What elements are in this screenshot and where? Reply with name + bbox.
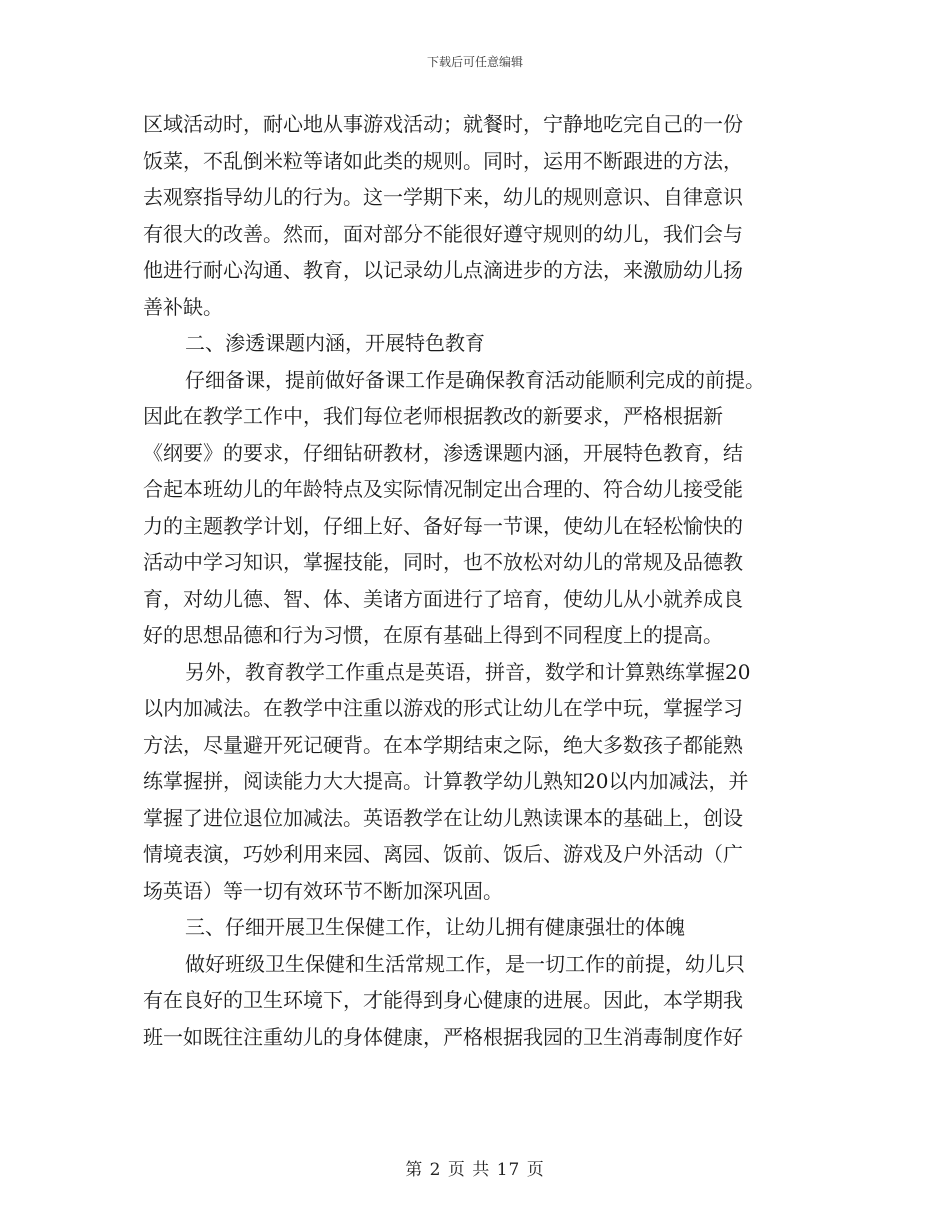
text-line: 仔细备课，提前做好备课工作是确保教育活动能顺利完成的前提。 (185, 367, 765, 392)
text-line: 另外，教育教学工作重点是英语，拼音，数学和计算熟练掌握20 (185, 659, 751, 684)
text-line: 方法，尽量避开死记硬背。在本学期结束之际，绝大多数孩子都能熟 (143, 732, 743, 757)
text-line: 好的思想品德和行为习惯，在原有基础上得到不同程度上的提高。 (143, 623, 723, 647)
text-line: 练掌握拼，阅读能力大大提高。计算教学幼儿熟知20以内加减法，并 (143, 769, 749, 793)
text-line: 情境表演，巧妙利用来园、离园、饭前、饭后、游戏及户外活动（广 (143, 842, 743, 866)
text-line: 二、渗透课题内涵，开展特色教育 (185, 331, 485, 355)
page-footer: 第 2 页 共 17 页 (405, 1160, 545, 1180)
text-line: 育，对幼儿德、智、体、美诸方面进行了培育，使幼儿从小就养成良 (143, 586, 743, 611)
text-line: 以内加减法。在教学中注重以游戏的形式让幼儿在学中玩，掌握学习 (143, 696, 743, 720)
text-line: 饭菜，不乱倒米粒等诸如此类的规则。同时，运用不断跟进的方法， (143, 148, 743, 173)
text-line: 合起本班幼儿的年龄特点及实际情况制定出合理的、符合幼儿接受能 (143, 477, 743, 501)
text-line: 有在良好的卫生环境下，才能得到身心健康的进展。因此，本学期我 (143, 988, 743, 1012)
text-line: 场英语）等一切有效环节不断加深巩固。 (143, 878, 503, 903)
text-line: 掌握了进位退位加减法。英语教学在让幼儿熟读课本的基础上，创设 (143, 805, 743, 830)
text-line: 做好班级卫生保健和生活常规工作，是一切工作的前提，幼儿只 (185, 951, 745, 976)
document-body (143, 106, 813, 1055)
page-header: 下载后可任意编辑 (426, 55, 523, 69)
text-line: 《纲要》的要求，仔细钻研教材，渗透课题内涵，开展特色教育，结 (143, 440, 743, 465)
text-line: 有很大的改善。然而，面对部分不能很好遵守规则的幼儿，我们会与 (143, 221, 743, 246)
text-line: 区域活动时，耐心地从事游戏活动；就餐时，宁静地吃完自己的一份 (143, 112, 743, 136)
text-line: 去观察指导幼儿的行为。这一学期下来，幼儿的规则意识、自律意识 (143, 185, 743, 209)
text-line: 他进行耐心沟通、教育，以记录幼儿点滴进步的方法，来激励幼儿扬 (143, 258, 743, 282)
text-line: 善补缺。 (143, 294, 223, 319)
text-line: 活动中学习知识，掌握技能，同时，也不放松对幼儿的常规及品德教 (143, 550, 743, 574)
text-line: 力的主题教学计划，仔细上好、备好每一节课，使幼儿在轻松愉快的 (143, 513, 743, 538)
text-line: 三、仔细开展卫生保健工作，让幼儿拥有健康强壮的体魄 (185, 915, 685, 939)
text-line: 班一如既往注重幼儿的身体健康，严格根据我园的卫生消毒制度作好 (143, 1024, 743, 1049)
text-line: 因此在教学工作中，我们每位老师根据教改的新要求，严格根据新 (143, 404, 723, 428)
